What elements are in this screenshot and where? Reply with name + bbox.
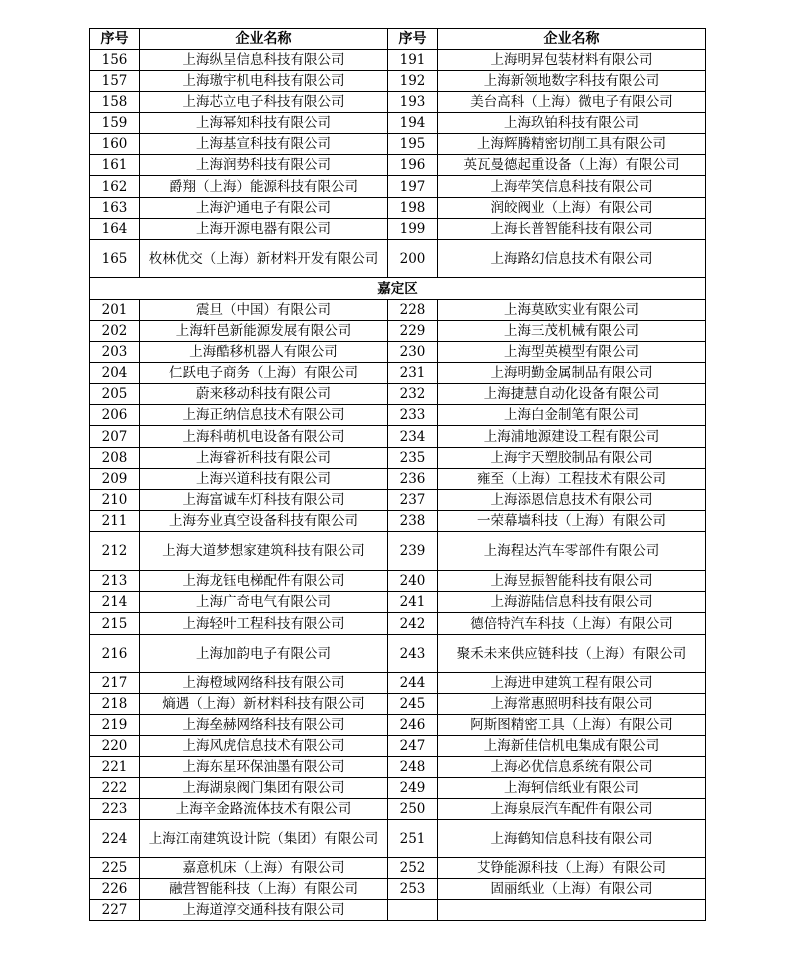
name-left-cell: 上海酷移机器人有限公司 bbox=[140, 342, 388, 363]
seq-right-cell: 242 bbox=[388, 613, 438, 635]
seq-left-cell: 202 bbox=[90, 321, 140, 342]
table-row bbox=[90, 300, 706, 321]
seq-left-cell: 201 bbox=[90, 300, 140, 321]
name-left-cell: 上海道淳交通科技有限公司 bbox=[140, 900, 388, 921]
table-row bbox=[90, 592, 706, 613]
seq-right-cell: 250 bbox=[388, 799, 438, 820]
name-right-cell: 阿斯图精密工具（上海）有限公司 bbox=[438, 715, 706, 736]
seq-left-cell: 156 bbox=[90, 50, 140, 71]
header-name-left: 企业名称 bbox=[140, 29, 388, 50]
seq-right-cell: 234 bbox=[388, 426, 438, 448]
name-right-cell: 上海莫欧实业有限公司 bbox=[438, 300, 706, 321]
seq-left-cell: 224 bbox=[90, 820, 140, 858]
name-left-cell: 上海夯业真空设备科技有限公司 bbox=[140, 511, 388, 532]
name-right-cell: 上海新领地数字科技有限公司 bbox=[438, 71, 706, 92]
name-right-cell: 上海明昇包装材料有限公司 bbox=[438, 50, 706, 71]
seq-left-cell: 216 bbox=[90, 635, 140, 673]
header-seq-left: 序号 bbox=[90, 29, 140, 50]
table-row bbox=[90, 778, 706, 799]
table-row bbox=[90, 71, 706, 92]
name-left-cell: 上海基宣科技有限公司 bbox=[140, 134, 388, 155]
seq-left-cell: 165 bbox=[90, 240, 140, 278]
table-row bbox=[90, 448, 706, 469]
name-right-cell: 上海轲信纸业有限公司 bbox=[438, 778, 706, 799]
table-row bbox=[90, 240, 706, 278]
name-right-cell: 聚禾未来供应链科技（上海）有限公司 bbox=[438, 635, 706, 673]
seq-right-cell: 200 bbox=[388, 240, 438, 278]
name-right-cell: 艾铮能源科技（上海）有限公司 bbox=[438, 858, 706, 879]
name-right-cell: 上海鹤知信息科技有限公司 bbox=[438, 820, 706, 858]
seq-right-cell: 243 bbox=[388, 635, 438, 673]
seq-left-cell: 204 bbox=[90, 363, 140, 384]
name-right-cell: 英瓦曼德起重设备（上海）有限公司 bbox=[438, 155, 706, 176]
table-row bbox=[90, 426, 706, 448]
seq-left-cell: 207 bbox=[90, 426, 140, 448]
name-left-cell: 熵遇（上海）新材料科技有限公司 bbox=[140, 694, 388, 715]
table-row bbox=[90, 571, 706, 592]
name-left-cell: 上海辛金路流体技术有限公司 bbox=[140, 799, 388, 820]
seq-right-cell: 238 bbox=[388, 511, 438, 532]
seq-left-cell: 163 bbox=[90, 198, 140, 219]
seq-left-cell: 222 bbox=[90, 778, 140, 799]
seq-right-cell: 253 bbox=[388, 879, 438, 900]
seq-right-cell: 244 bbox=[388, 673, 438, 694]
name-right-cell: 德倍特汽车科技（上海）有限公司 bbox=[438, 613, 706, 635]
section-2-heading bbox=[90, 278, 706, 300]
name-left-cell: 融营智能科技（上海）有限公司 bbox=[140, 879, 388, 900]
name-right-cell: 润皎阀业（上海）有限公司 bbox=[438, 198, 706, 219]
name-right-cell: 上海长普智能科技有限公司 bbox=[438, 219, 706, 240]
seq-right-cell: 194 bbox=[388, 113, 438, 134]
name-left-cell: 上海江南建筑设计院（集团）有限公司 bbox=[140, 820, 388, 858]
table-row bbox=[90, 92, 706, 113]
name-left-cell: 上海开源电器有限公司 bbox=[140, 219, 388, 240]
seq-right-cell bbox=[388, 900, 438, 921]
table-row bbox=[90, 858, 706, 879]
name-right-cell: 上海路幻信息技术有限公司 bbox=[438, 240, 706, 278]
name-left-cell: 上海富诚车灯科技有限公司 bbox=[140, 490, 388, 511]
name-right-cell: 上海昱振智能科技有限公司 bbox=[438, 571, 706, 592]
seq-right-cell: 239 bbox=[388, 532, 438, 571]
name-right-cell: 上海明勤金属制品有限公司 bbox=[438, 363, 706, 384]
table-row bbox=[90, 736, 706, 757]
seq-left-cell: 210 bbox=[90, 490, 140, 511]
seq-right-cell: 248 bbox=[388, 757, 438, 778]
seq-left-cell: 221 bbox=[90, 757, 140, 778]
name-left-cell: 上海风虎信息技术有限公司 bbox=[140, 736, 388, 757]
name-right-cell: 上海必优信息系统有限公司 bbox=[438, 757, 706, 778]
seq-left-cell: 227 bbox=[90, 900, 140, 921]
seq-right-cell: 247 bbox=[388, 736, 438, 757]
name-right-cell: 一荣幕墙科技（上海）有限公司 bbox=[438, 511, 706, 532]
seq-left-cell: 214 bbox=[90, 592, 140, 613]
seq-right-cell: 245 bbox=[388, 694, 438, 715]
name-left-cell: 上海东星环保油墨有限公司 bbox=[140, 757, 388, 778]
seq-right-cell: 199 bbox=[388, 219, 438, 240]
section-title: 嘉定区 bbox=[90, 278, 706, 300]
table-row bbox=[90, 134, 706, 155]
table-row bbox=[90, 384, 706, 405]
name-left-cell: 枚林优交（上海）新材料开发有限公司 bbox=[140, 240, 388, 278]
seq-left-cell: 209 bbox=[90, 469, 140, 490]
seq-right-cell: 241 bbox=[388, 592, 438, 613]
seq-left-cell: 164 bbox=[90, 219, 140, 240]
table-row bbox=[90, 757, 706, 778]
name-left-cell: 爵翔（上海）能源科技有限公司 bbox=[140, 176, 388, 198]
name-right-cell: 上海荦笑信息科技有限公司 bbox=[438, 176, 706, 198]
seq-left-cell: 205 bbox=[90, 384, 140, 405]
table-row bbox=[90, 469, 706, 490]
table-row bbox=[90, 176, 706, 198]
seq-left-cell: 162 bbox=[90, 176, 140, 198]
seq-left-cell: 203 bbox=[90, 342, 140, 363]
name-left-cell: 上海幂知科技有限公司 bbox=[140, 113, 388, 134]
header-row bbox=[90, 29, 706, 50]
name-left-cell: 上海科萌机电设备有限公司 bbox=[140, 426, 388, 448]
name-right-cell: 上海常惠照明科技有限公司 bbox=[438, 694, 706, 715]
seq-right-cell: 236 bbox=[388, 469, 438, 490]
name-right-cell: 上海泉辰汽车配件有限公司 bbox=[438, 799, 706, 820]
name-left-cell: 蔚来移动科技有限公司 bbox=[140, 384, 388, 405]
section-title-row bbox=[90, 278, 706, 300]
name-left-cell: 上海沪通电子有限公司 bbox=[140, 198, 388, 219]
seq-left-cell: 208 bbox=[90, 448, 140, 469]
section-1-body bbox=[90, 50, 706, 278]
seq-right-cell: 237 bbox=[388, 490, 438, 511]
name-left-cell: 上海垒赫网络科技有限公司 bbox=[140, 715, 388, 736]
seq-left-cell: 212 bbox=[90, 532, 140, 571]
name-right-cell: 雍至（上海）工程技术有限公司 bbox=[438, 469, 706, 490]
seq-left-cell: 161 bbox=[90, 155, 140, 176]
name-left-cell: 上海湖泉阀门集团有限公司 bbox=[140, 778, 388, 799]
table-row bbox=[90, 321, 706, 342]
name-left-cell: 上海正纳信息技术有限公司 bbox=[140, 405, 388, 426]
name-left-cell: 上海兴道科技有限公司 bbox=[140, 469, 388, 490]
name-left-cell: 上海轻叶工程科技有限公司 bbox=[140, 613, 388, 635]
seq-left-cell: 160 bbox=[90, 134, 140, 155]
seq-right-cell: 192 bbox=[388, 71, 438, 92]
name-right-cell: 上海型英模型有限公司 bbox=[438, 342, 706, 363]
seq-right-cell: 228 bbox=[388, 300, 438, 321]
seq-left-cell: 225 bbox=[90, 858, 140, 879]
name-left-cell: 上海龙钰电梯配件有限公司 bbox=[140, 571, 388, 592]
name-left-cell: 上海芯立电子科技有限公司 bbox=[140, 92, 388, 113]
name-left-cell: 上海轩邑新能源发展有限公司 bbox=[140, 321, 388, 342]
name-right-cell: 上海宇天塑胶制品有限公司 bbox=[438, 448, 706, 469]
seq-left-cell: 223 bbox=[90, 799, 140, 820]
name-right-cell: 上海添恩信息技术有限公司 bbox=[438, 490, 706, 511]
table-row bbox=[90, 219, 706, 240]
header-name-right: 企业名称 bbox=[438, 29, 706, 50]
name-right-cell: 上海辉腾精密切削工具有限公司 bbox=[438, 134, 706, 155]
name-right-cell: 上海进申建筑工程有限公司 bbox=[438, 673, 706, 694]
seq-left-cell: 157 bbox=[90, 71, 140, 92]
name-right-cell: 上海玖铂科技有限公司 bbox=[438, 113, 706, 134]
name-left-cell: 上海广奇电气有限公司 bbox=[140, 592, 388, 613]
name-left-cell: 上海润势科技有限公司 bbox=[140, 155, 388, 176]
name-right-cell: 上海新佳信机电集成有限公司 bbox=[438, 736, 706, 757]
seq-right-cell: 197 bbox=[388, 176, 438, 198]
table-row bbox=[90, 613, 706, 635]
table-row bbox=[90, 405, 706, 426]
name-right-cell: 美台高科（上海）微电子有限公司 bbox=[438, 92, 706, 113]
table-row bbox=[90, 342, 706, 363]
seq-right-cell: 198 bbox=[388, 198, 438, 219]
name-left-cell: 上海睿祈科技有限公司 bbox=[140, 448, 388, 469]
seq-right-cell: 240 bbox=[388, 571, 438, 592]
name-left-cell: 上海橙域网络科技有限公司 bbox=[140, 673, 388, 694]
table-row bbox=[90, 511, 706, 532]
name-right-cell: 上海程达汽车零部件有限公司 bbox=[438, 532, 706, 571]
seq-right-cell: 246 bbox=[388, 715, 438, 736]
seq-left-cell: 159 bbox=[90, 113, 140, 134]
table-row bbox=[90, 363, 706, 384]
name-right-cell bbox=[438, 900, 706, 921]
table-row bbox=[90, 900, 706, 921]
name-left-cell: 上海纵呈信息科技有限公司 bbox=[140, 50, 388, 71]
seq-left-cell: 217 bbox=[90, 673, 140, 694]
seq-left-cell: 218 bbox=[90, 694, 140, 715]
seq-left-cell: 211 bbox=[90, 511, 140, 532]
seq-right-cell: 235 bbox=[388, 448, 438, 469]
seq-left-cell: 226 bbox=[90, 879, 140, 900]
table-row bbox=[90, 879, 706, 900]
seq-left-cell: 158 bbox=[90, 92, 140, 113]
seq-left-cell: 206 bbox=[90, 405, 140, 426]
seq-left-cell: 219 bbox=[90, 715, 140, 736]
seq-left-cell: 215 bbox=[90, 613, 140, 635]
name-left-cell: 仁跃电子商务（上海）有限公司 bbox=[140, 363, 388, 384]
name-left-cell: 嘉意机床（上海）有限公司 bbox=[140, 858, 388, 879]
name-right-cell: 固丽纸业（上海）有限公司 bbox=[438, 879, 706, 900]
table-row bbox=[90, 635, 706, 673]
name-right-cell: 上海游陆信息科技有限公司 bbox=[438, 592, 706, 613]
seq-right-cell: 231 bbox=[388, 363, 438, 384]
name-left-cell: 上海加韵电子有限公司 bbox=[140, 635, 388, 673]
name-right-cell: 上海浦地源建设工程有限公司 bbox=[438, 426, 706, 448]
table-row bbox=[90, 50, 706, 71]
seq-right-cell: 251 bbox=[388, 820, 438, 858]
seq-right-cell: 232 bbox=[388, 384, 438, 405]
name-right-cell: 上海三茂机械有限公司 bbox=[438, 321, 706, 342]
seq-right-cell: 233 bbox=[388, 405, 438, 426]
table-row bbox=[90, 490, 706, 511]
name-right-cell: 上海白金制笔有限公司 bbox=[438, 405, 706, 426]
table-row bbox=[90, 799, 706, 820]
table-row bbox=[90, 113, 706, 134]
header-seq-right: 序号 bbox=[388, 29, 438, 50]
seq-right-cell: 252 bbox=[388, 858, 438, 879]
name-left-cell: 上海璈宇机电科技有限公司 bbox=[140, 71, 388, 92]
name-left-cell: 上海大道梦想家建筑科技有限公司 bbox=[140, 532, 388, 571]
table-row bbox=[90, 820, 706, 858]
seq-left-cell: 220 bbox=[90, 736, 140, 757]
seq-right-cell: 229 bbox=[388, 321, 438, 342]
seq-right-cell: 195 bbox=[388, 134, 438, 155]
table-row bbox=[90, 198, 706, 219]
seq-right-cell: 249 bbox=[388, 778, 438, 799]
seq-right-cell: 191 bbox=[388, 50, 438, 71]
table-row bbox=[90, 673, 706, 694]
enterprise-list-table bbox=[89, 28, 706, 921]
seq-right-cell: 230 bbox=[388, 342, 438, 363]
name-right-cell: 上海捷慧自动化设备有限公司 bbox=[438, 384, 706, 405]
table-row bbox=[90, 715, 706, 736]
table-row bbox=[90, 694, 706, 715]
section-2-body bbox=[90, 300, 706, 921]
name-left-cell: 震旦（中国）有限公司 bbox=[140, 300, 388, 321]
table-row bbox=[90, 532, 706, 571]
seq-right-cell: 193 bbox=[388, 92, 438, 113]
seq-left-cell: 213 bbox=[90, 571, 140, 592]
table-row bbox=[90, 155, 706, 176]
seq-right-cell: 196 bbox=[388, 155, 438, 176]
